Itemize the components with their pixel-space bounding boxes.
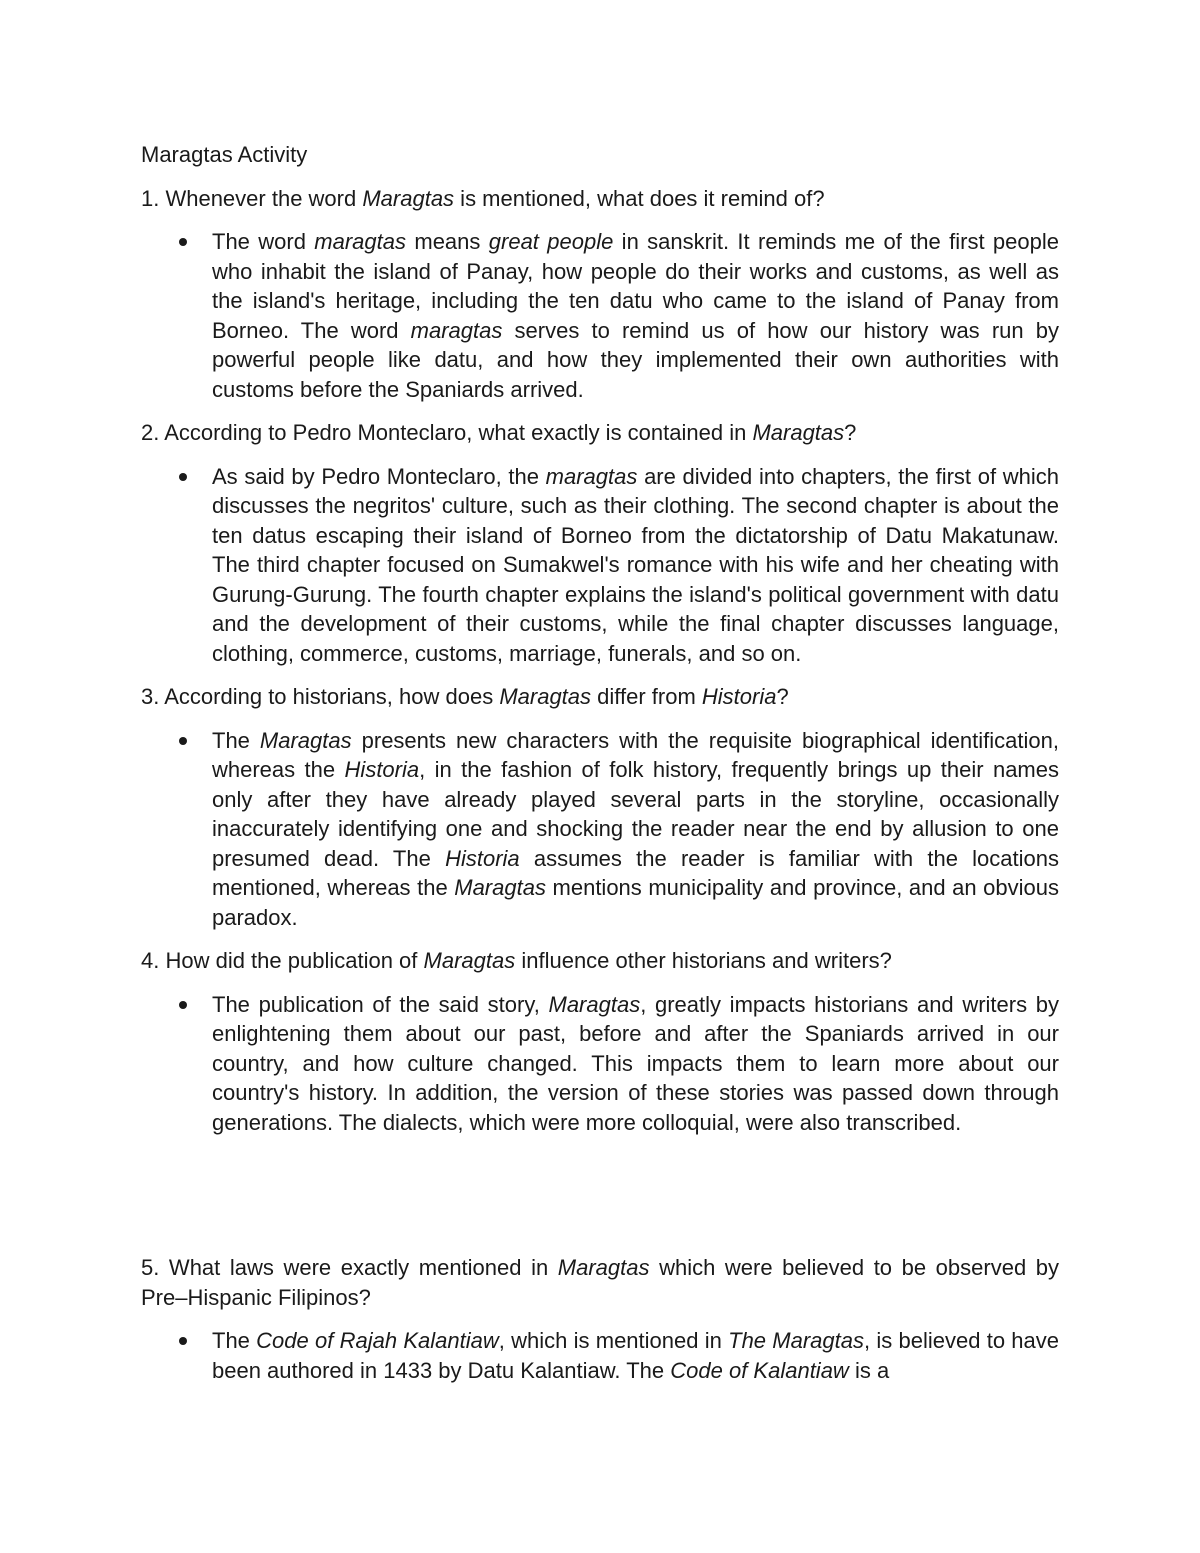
answer-2: [141, 462, 1059, 669]
blank-space: [141, 1151, 1059, 1253]
italic-text: Historia: [445, 845, 520, 871]
text-run: 1. Whenever the word: [141, 185, 363, 211]
text-run: differ from: [591, 684, 702, 709]
text-run: influence other historians and writers?: [515, 948, 892, 973]
bullet-icon: [179, 473, 187, 481]
text-run: ?: [844, 420, 857, 445]
qa-item-5: [141, 1253, 1059, 1385]
italic-text: great people: [488, 229, 614, 254]
question-3: [141, 682, 1059, 712]
text-run: 5. What laws were exactly mentioned in: [141, 1255, 558, 1280]
text-run: The word: [212, 229, 315, 254]
text-run: The publication of the said story,: [212, 991, 549, 1017]
answer-4: [141, 990, 1059, 1138]
answer-4-text: [212, 992, 1059, 1135]
text-run: , which is mentioned in: [498, 1328, 729, 1353]
italic-text: maragtas: [410, 317, 503, 343]
italic-text: Maragtas: [557, 1255, 650, 1280]
italic-text: maragtas: [545, 463, 638, 489]
bullet-icon: [179, 1001, 187, 1009]
answer-5: [141, 1326, 1059, 1385]
italic-text: maragtas: [314, 229, 407, 254]
text-run: 2. According to Pedro Monteclaro, what exactly is contained in: [141, 420, 753, 445]
italic-text: Maragtas: [423, 948, 516, 973]
question-2: [141, 418, 1059, 448]
answer-3-text: [212, 728, 1059, 930]
italic-text: Maragtas: [259, 727, 352, 753]
answer-1: [141, 227, 1059, 404]
text-run: is a: [848, 1357, 890, 1383]
text-run: serves to remind us of how our history was run by powerful people like datu, and how they implemented their own authorities with customs before the Spaniards arrived.: [212, 317, 1059, 402]
qa-item-1: [141, 184, 1059, 405]
text-run: which were believed to be observed by Pre–Hispanic Filipinos?: [141, 1255, 1059, 1310]
italic-text: Code of Kalantiaw: [670, 1357, 849, 1383]
qa-item-4: [141, 946, 1059, 1137]
answer-3: [141, 726, 1059, 933]
bullet-icon: [179, 1337, 187, 1345]
text-run: are divided into chapters, the first of which discusses the negritos' culture, such as their clothing. The second chapter is about the ten datus escaping their island of Borneo from the dictatorship of Datu Makatunaw. The third chapter focused on Sumakwel's romance with his wife and her cheating with Gurung-Gurung. The fourth chapter explains the island's political government with datu and the development of their customs, while the final chapter discusses language, clothing, commerce, customs, marriage, funerals, and so on.: [212, 463, 1059, 666]
text-run: 4. How did the publication of: [141, 948, 424, 973]
text-run: , greatly impacts historians and writers by enlightening them about our past, before and after the Spaniards arrived in our country, and how culture changed. This impacts them to learn more about our country's history. In addition, the version of these stories was passed down through generations. The dialects, which were more colloquial, were also transcribed.: [212, 991, 1059, 1135]
question-5: [141, 1253, 1059, 1312]
bullet-icon: [179, 737, 187, 745]
text-run: The: [212, 1328, 257, 1353]
italic-text: Historia: [344, 757, 420, 782]
text-run: The: [212, 727, 260, 753]
italic-text: Code of Rajah Kalantiaw: [256, 1328, 499, 1353]
italic-text: The Maragtas: [728, 1328, 864, 1353]
answer-1-text: [212, 229, 1059, 402]
text-run: mentions municipality and province, and an obvious paradox.: [212, 875, 1059, 930]
question-4: [141, 946, 1059, 976]
italic-text: Historia: [701, 684, 777, 709]
text-run: , is believed to have been authored in 1433 by Datu Kalantiaw. The: [212, 1328, 1060, 1383]
text-run: assumes the reader is familiar with the locations mentioned, whereas the: [212, 845, 1059, 900]
italic-text: Maragtas: [362, 185, 455, 211]
text-run: , in the fashion of folk history, frequently brings up their names only after they have already played several parts in the storyline, occasionally inaccurately identifying one and shocking the reader near the end by allusion to one presumed dead. The: [212, 757, 1059, 871]
text-run: in sanskrit. It reminds me of the first people who inhabit the island of Panay, how people do their works and customs, as well as the island's heritage, including the ten datu who came to the island of Panay from Borneo. The word: [212, 229, 1059, 343]
qa-item-2: [141, 418, 1059, 668]
answer-2-text: [212, 464, 1059, 666]
text-run: presents new characters with the requisite biographical identification, whereas the: [212, 727, 1059, 782]
text-run: As said by Pedro Monteclaro, the: [212, 463, 546, 489]
bullet-icon: [179, 238, 187, 246]
qa-item-3: [141, 682, 1059, 932]
text-run: is mentioned, what does it remind of?: [454, 185, 825, 211]
text-run: 3. According to historians, how does: [141, 684, 500, 709]
italic-text: Maragtas: [454, 875, 546, 900]
italic-text: Maragtas: [548, 991, 641, 1017]
text-run: means: [406, 229, 489, 254]
text-run: ?: [776, 684, 789, 709]
italic-text: Maragtas: [752, 420, 845, 445]
document-title: Maragtas Activity: [141, 142, 308, 167]
question-1: [141, 184, 1059, 214]
answer-5-text: [212, 1328, 1059, 1383]
italic-text: Maragtas: [499, 684, 592, 709]
